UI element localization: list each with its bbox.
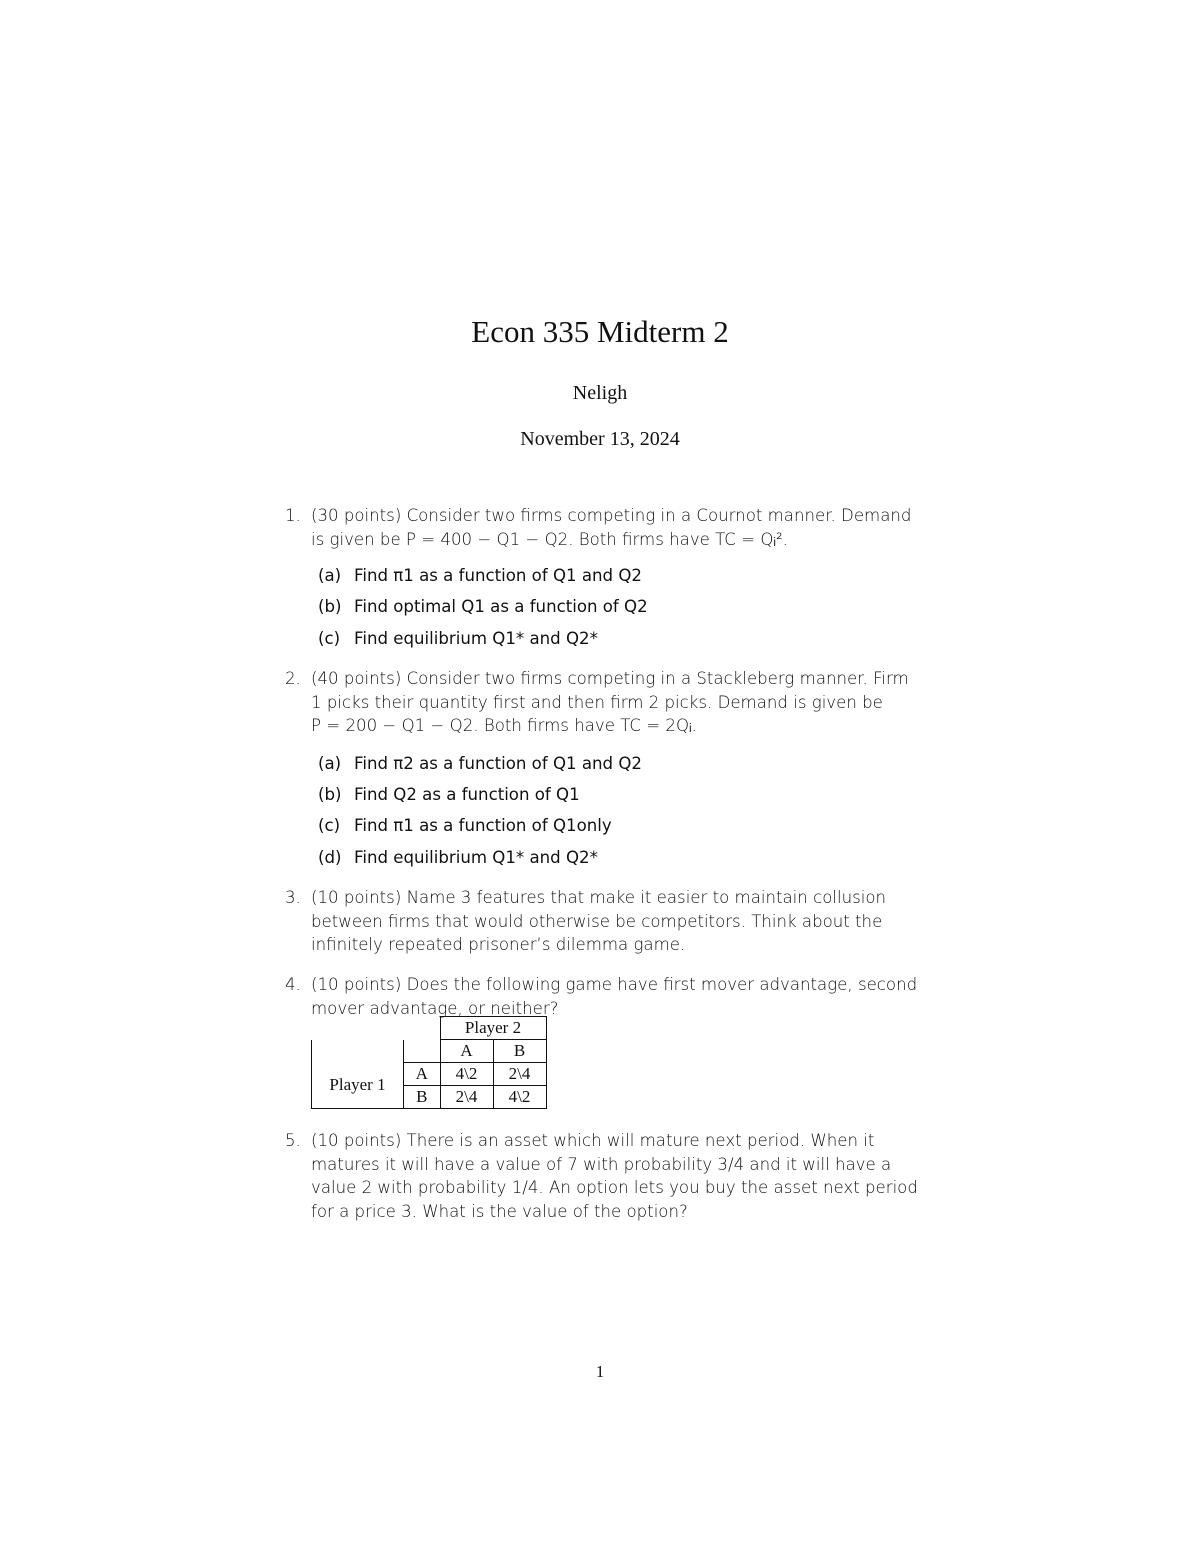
question-1-part-c: [318, 629, 598, 648]
document-date: November 13, 2024: [520, 428, 680, 450]
question-2-text: [311, 667, 937, 738]
question-number: 3.: [285, 888, 301, 907]
question-line: (10 points) Name 3 features that make it easier to maintain collusion: [311, 888, 887, 907]
row-player-label: Player 1: [312, 1063, 404, 1109]
document-author: Neligh: [572, 382, 628, 404]
question-4: [285, 973, 937, 1020]
part-label: (c): [318, 816, 341, 835]
payoff-cell: 4\2: [440, 1063, 493, 1086]
question-1-text: [311, 504, 937, 551]
part-label: (a): [318, 566, 342, 585]
question-number: 4.: [285, 975, 301, 994]
question-4-text: [311, 973, 937, 1020]
question-1: [285, 504, 937, 551]
part-text: Find optimal Q1 as a function of Q2: [354, 597, 648, 616]
question-1-part-b: [318, 597, 648, 616]
question-line: matures it will have a value of 7 with probability 3/4 and it will have a: [311, 1154, 892, 1174]
question-1-part-a: [318, 566, 642, 585]
question-3-text: [311, 886, 937, 957]
part-label: (b): [318, 785, 342, 804]
question-line: (10 points) There is an asset which will mature next period. When it: [311, 1131, 875, 1150]
question-line: infinitely repeated prisoner’s dilemma game.: [311, 935, 686, 954]
part-text: Find equilibrium Q1* and Q2*: [354, 629, 598, 648]
col-action: B: [493, 1040, 546, 1063]
question-line: mover advantage, or neither?: [311, 998, 559, 1018]
question-line: between firms that would otherwise be competitors. Think about the: [311, 911, 883, 931]
question-line: value 2 with probability 1/4. An option lets you buy the asset next period: [311, 1178, 918, 1197]
question-2: [285, 667, 937, 738]
part-text: Find equilibrium Q1* and Q2*: [354, 848, 598, 867]
payoff-cell: 2\4: [493, 1063, 546, 1086]
part-text: Find π2 as a function of Q1 and Q2: [354, 754, 642, 773]
question-2-part-a: [318, 754, 642, 773]
row-action: B: [404, 1086, 441, 1109]
question-3: [285, 886, 937, 957]
question-2-part-d: [318, 848, 598, 867]
question-line: is given be P = 400 − Q1 − Q2. Both firms have TC = Qᵢ².: [311, 529, 788, 549]
row-action: A: [404, 1063, 441, 1086]
question-5: [285, 1129, 937, 1223]
question-line: 1 picks their quantity first and then firm 2 picks. Demand is given be: [311, 692, 883, 712]
question-line: (30 points) Consider two firms competing in a Cournot manner. Demand: [311, 506, 912, 525]
payoff-table: [311, 1016, 547, 1109]
question-number: 5.: [285, 1131, 301, 1150]
question-number: 1.: [285, 506, 301, 525]
payoff-cell: 4\2: [493, 1086, 546, 1109]
part-label: (d): [318, 848, 342, 867]
part-label: (b): [318, 597, 342, 616]
part-text: Find π1 as a function of Q1 and Q2: [354, 566, 642, 585]
part-text: Find Q2 as a function of Q1: [354, 785, 580, 804]
col-player-label: Player 2: [440, 1017, 546, 1040]
question-line: (10 points) Does the following game have first mover advantage, second: [311, 975, 918, 994]
page-number: 1: [595, 1362, 605, 1381]
question-line: (40 points) Consider two firms competing in a Stackleberg manner. Firm: [311, 669, 909, 688]
col-action: A: [440, 1040, 493, 1063]
document-title: Econ 335 Midterm 2: [471, 314, 729, 349]
part-label: (c): [318, 629, 341, 648]
part-text: Find π1 as a function of Q1only: [354, 816, 612, 835]
question-2-part-c: [318, 816, 612, 835]
payoff-cell: 2\4: [440, 1086, 493, 1109]
question-number: 2.: [285, 669, 301, 688]
part-label: (a): [318, 754, 342, 773]
question-line: P = 200 − Q1 − Q2. Both firms have TC = 2Qᵢ.: [311, 716, 697, 735]
question-5-text: [311, 1129, 937, 1223]
question-2-part-b: [318, 785, 580, 804]
question-line: for a price 3. What is the value of the option?: [311, 1201, 688, 1221]
